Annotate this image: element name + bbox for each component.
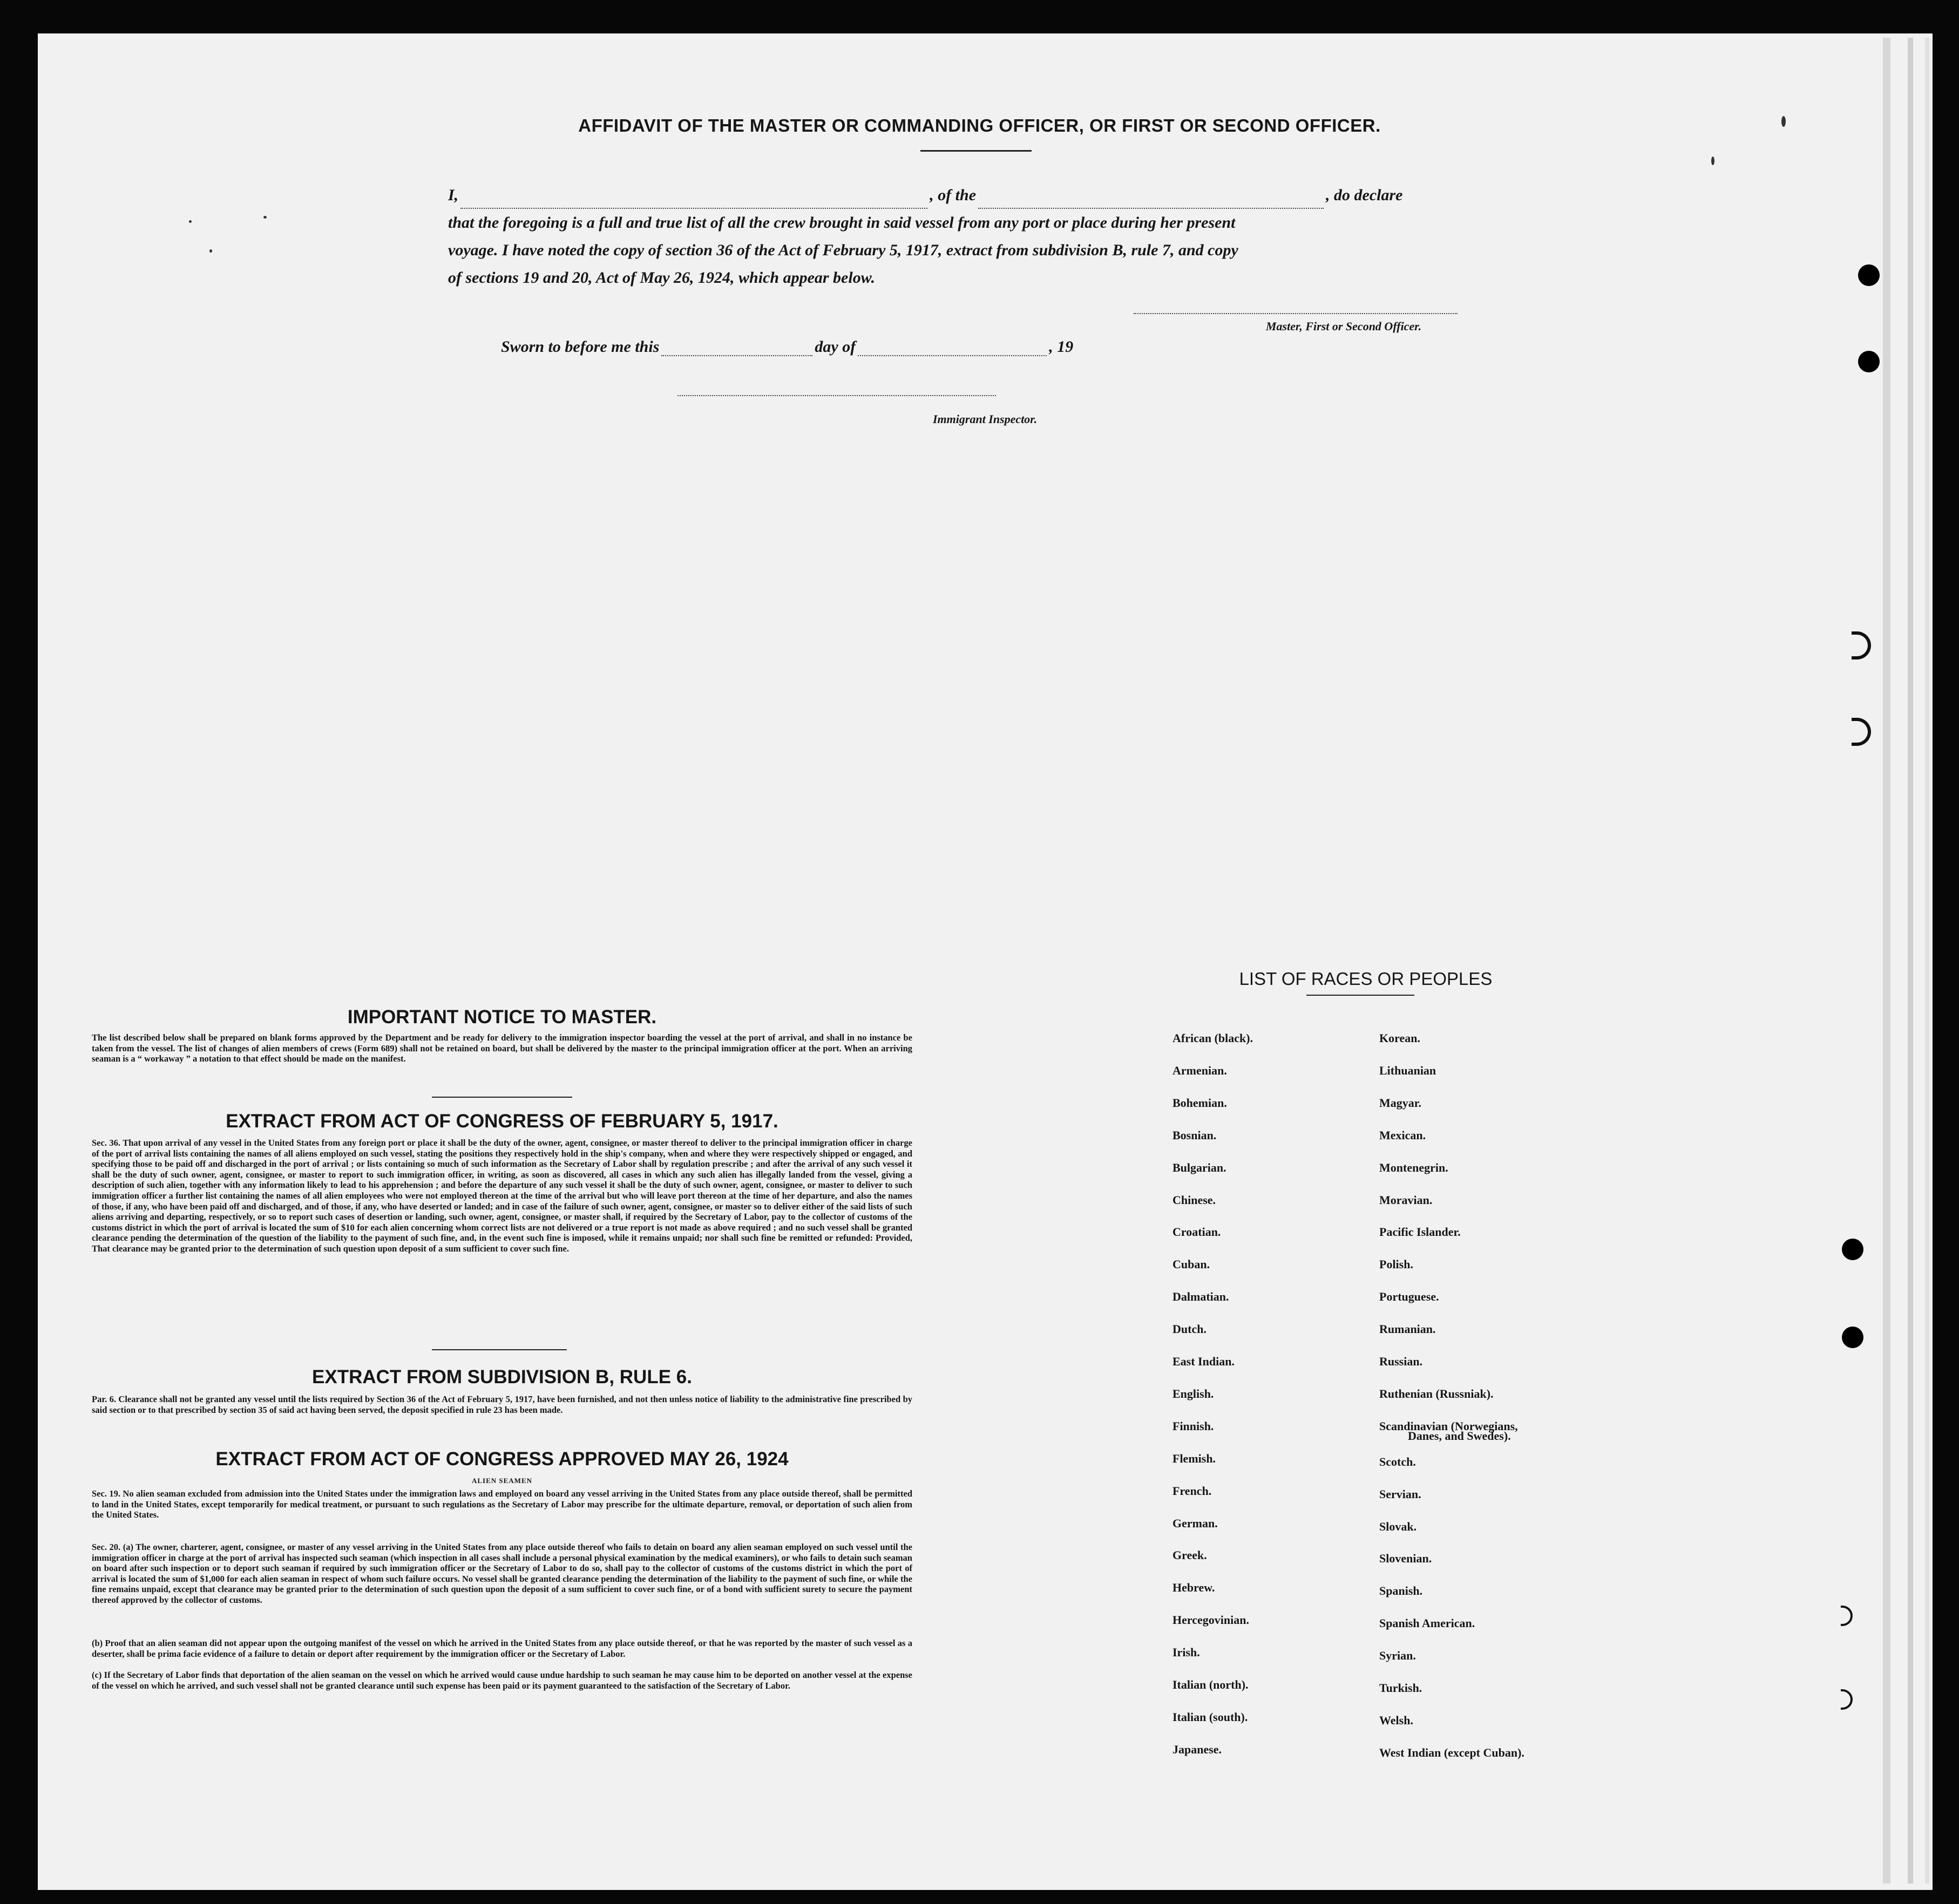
section-rule: [432, 1349, 567, 1350]
extract-1924-sec20c: (c) If the Secretary of Labor finds that deportation of the alien seaman on the vessel on which he arrived would cause undue hardship to such seaman he may cause him to be deported on another vessel at the expense of the vessel on which he arrived, and such vessel shall not be granted clearance until such expense has been paid or its payment guaranteed to the satisfaction of the Secretary of Labor.: [92, 1670, 912, 1691]
document-page: [38, 33, 1933, 1890]
race-item: Bulgarian.: [1172, 1160, 1226, 1174]
extract-1924-sec20b: (b) Proof that an alien seaman did not appear upon the outgoing manifest of the vessel on which he arrived in the United States from any place outside thereof, or that he was reported by the master of such vessel as a deserter, shall be prima facie evidence of a failure to detain or deport after requirement by the immigration officer or the Secretary of Labor.: [92, 1638, 912, 1659]
race-item: Spanish.: [1379, 1584, 1423, 1598]
notice-title: IMPORTANT NOTICE TO MASTER.: [347, 1007, 657, 1028]
extract-1917-title: EXTRACT FROM ACT OF CONGRESS OF FEBRUARY 5, 1917.: [226, 1111, 778, 1132]
race-item: Croatian.: [1172, 1225, 1221, 1239]
extract-1917-text: Sec. 36. That upon arrival of any vessel in the United States from any foreign port or place it shall be the duty of the owner, agent, consignee, or master thereof to deliver to the principal immigration officer in charge of the port of arrival lists containing the names of all aliens employed on such vessel, stating the positions they respectively hold in the ship's company, when and where they were respectively shipped or engaged, and specifying those to be paid off and discharged in the port of arrival ; or lists containing so much of such information as the Secretary of Labor shall by regulation prescribe ; and after the arrival of any such vessel it shall be the duty of such owner, agent, consignee, or master to report to such immigration officer, in writing, as soon as discovered, all cases in which any such alien has illegally landed from the vessel, giving a description of such alien, together with any information likely to lead to his apprehension ; and before the departure of any such vessel it shall be the duty of such owner, agent, consignee, or master to deliver to such immigration officer a further list containing the names of all alien employees who were not employed thereon at the time of the arrival but who will leave port thereon at the time of her departure, and also the names of those, if any, who have been paid off and discharged, and of those, if any, who have deserted or landed; and in case of the failure of such owner, agent, consignee, or master so to deliver either of the said lists of such aliens arriving and departing, respectively, or so to report such cases of desertion or landing, such owner, agent, consignee, or master shall, if required by the Secretary of Labor, pay to the collector of customs of the customs district in which the port of arrival is located the sum of $10 for each alien concerning whom correct lists are not delivered or a true report is not made as above required ; and no such vessel shall be granted clearance pending the determination of the question of the liability to the payment of such fine, and, in the event such fine is imposed, while it remains unpaid; nor shall such fine be remitted or refunded: Provided, That clearance may be granted prior to the determination of such question upon deposit of a sum sufficient to cover such fine.: [92, 1138, 912, 1254]
race-item: Hercegovinian.: [1172, 1613, 1249, 1627]
race-item: Greek.: [1172, 1548, 1207, 1562]
race-item: Polish.: [1379, 1257, 1413, 1271]
race-item: Slovenian.: [1379, 1552, 1432, 1566]
race-item: Flemish.: [1172, 1451, 1216, 1465]
inspector-signature-label: Immigrant Inspector.: [933, 412, 1038, 426]
scan-speck: [189, 220, 192, 223]
race-item: German.: [1172, 1516, 1218, 1530]
race-item: French.: [1172, 1484, 1212, 1498]
race-item: West Indian (except Cuban).: [1379, 1745, 1524, 1759]
master-signature-line[interactable]: [1134, 313, 1458, 314]
race-item: Russian.: [1379, 1355, 1423, 1368]
declarant-name-field[interactable]: [460, 193, 927, 209]
race-item: Servian.: [1379, 1487, 1421, 1501]
race-item: Armenian.: [1172, 1063, 1227, 1077]
race-item: Italian (south).: [1172, 1710, 1248, 1724]
alien-seamen-subtitle: ALIEN SEAMEN: [471, 1477, 533, 1485]
race-item: Korean.: [1379, 1031, 1420, 1045]
page-edge: [1883, 38, 1890, 1883]
extract-1924-sec20a: Sec. 20. (a) The owner, charterer, agent, consignee, or master of any vessel arriving in the United States from any place outside thereof who fails to detain on board any alien seaman employed on such vessel until the immigration officer in charge at the port of arrival has inspected such seaman (which inspection in all cases shall include a personal physical examination by the medical examiners), or who fails to detain such seaman on board after such inspection or to deport such seaman if required by such immigration officer or the Secretary of Labor to do so, shall pay to the collector of customs of the customs district in which the port of arrival is located the sum of $1,000 for each alien seaman in respect of whom such failure occurs. No vessel shall be granted clearance pending the determination of the liability to the payment of such fine, or while the fine remains unpaid, except that clearance may be granted prior to the determination of such question upon the deposit of a sum sufficient to cover such fine, or of a bond with sufficient surety to secure the payment thereof approved by the collector of customs.: [92, 1542, 912, 1605]
sworn-day-field[interactable]: [661, 340, 812, 356]
race-item: Cuban.: [1172, 1257, 1210, 1271]
sworn-month-field[interactable]: [858, 340, 1047, 356]
binder-hole-icon: [1858, 351, 1880, 372]
race-item: English.: [1172, 1386, 1214, 1400]
subdivision-b-text: Par. 6. Clearance shall not be granted any vessel until the lists required by Section 36 of the Act of February 5, 1917, have been furnished, and not then unless notice of liability to the administrative fine prescribed by said section or to that prescribed by section 35 of said act having been served, the deposit specified in rule 23 has been made.: [92, 1394, 912, 1415]
declaration-line-1: [448, 181, 1506, 209]
scan-speck: [1711, 157, 1714, 165]
race-item: Montenegrin.: [1379, 1160, 1448, 1174]
race-item: Turkish.: [1379, 1681, 1422, 1695]
sworn-day-label: day of: [815, 338, 856, 356]
binder-hole-icon: [1858, 264, 1880, 286]
declarant-of-label: , of the: [930, 186, 977, 204]
affidavit-title: AFFIDAVIT OF THE MASTER OR COMMANDING OFFICER, OR FIRST OR SECOND OFFICER.: [578, 115, 1381, 135]
race-item: Scotch.: [1379, 1454, 1416, 1468]
scan-speck: [209, 249, 212, 253]
race-item: Ruthenian (Russniak).: [1379, 1386, 1494, 1400]
race-item: Dutch.: [1172, 1322, 1206, 1336]
notice-text: The list described below shall be prepared on blank forms approved by the Department and be ready for delivery to the immigration inspector boarding the vessel at the port of arrival, and shall in no instance be taken from the vessel. The list of changes of alien members of crews (Form 689) shall not be retained on board, but shall be delivered by the master to the principal immigration officer at the port. When an arriving seaman is a “ workaway ” a notation to that effect should be made on the manifest.: [92, 1032, 912, 1064]
race-item: Mexican.: [1379, 1128, 1426, 1142]
sworn-line: [501, 338, 1073, 356]
race-item: Syrian.: [1379, 1649, 1416, 1663]
race-item: African (black).: [1172, 1031, 1253, 1045]
race-item: Irish.: [1172, 1645, 1200, 1660]
race-item: Portuguese.: [1379, 1290, 1439, 1304]
binder-hole-icon: [1842, 1327, 1863, 1348]
races-title: LIST OF RACES OR PEOPLES: [1239, 969, 1493, 989]
subdivision-b-title: EXTRACT FROM SUBDIVISION B, RULE 6.: [312, 1366, 692, 1388]
declarant-prefix: I,: [448, 186, 459, 204]
race-item: Slovak.: [1379, 1519, 1417, 1533]
inspector-signature-line[interactable]: [677, 395, 996, 396]
race-item: Finnish.: [1172, 1419, 1214, 1433]
races-rule: [1306, 995, 1414, 996]
master-signature-label: Master, First or Second Officer.: [1266, 319, 1422, 333]
vessel-name-field[interactable]: [978, 193, 1324, 209]
race-item: Hebrew.: [1172, 1581, 1215, 1595]
sworn-prefix: Sworn to before me this: [501, 338, 660, 356]
declaration-line-3: voyage. I have noted the copy of section 36 of the Act of February 5, 1917, extract from subdivision B, rule 7, and copy: [448, 241, 1238, 259]
race-item: Magyar.: [1379, 1096, 1422, 1110]
race-item: Italian (north).: [1172, 1678, 1249, 1691]
extract-1924-title: EXTRACT FROM ACT OF CONGRESS APPROVED MAY 26, 1924: [215, 1449, 789, 1470]
race-item: Chinese.: [1172, 1193, 1216, 1207]
declaration-line-4: of sections 19 and 20, Act of May 26, 1924, which appear below.: [448, 269, 876, 287]
binder-hole-icon: [1842, 1239, 1863, 1260]
section-rule: [432, 1097, 572, 1098]
race-item: Bohemian.: [1172, 1096, 1227, 1110]
affidavit-declaration: [448, 181, 1506, 291]
race-item: Japanese.: [1172, 1742, 1222, 1756]
race-item: Welsh.: [1379, 1713, 1413, 1727]
race-item: Lithuanian: [1379, 1063, 1436, 1077]
page-edge: [1925, 38, 1929, 1883]
race-item: East Indian.: [1172, 1355, 1235, 1368]
race-item: Bosnian.: [1172, 1128, 1217, 1142]
declaration-line-2: that the foregoing is a full and true list of all the crew brought in said vessel from any port or place during her present: [448, 214, 1236, 232]
race-item: Scandinavian (Norwegians,: [1379, 1419, 1518, 1433]
title-rule: [920, 150, 1032, 152]
sworn-year-label: , 19: [1049, 338, 1074, 356]
page-edge: [1908, 38, 1913, 1883]
race-item: Spanish American.: [1379, 1616, 1475, 1630]
race-item: Moravian.: [1379, 1193, 1433, 1207]
extract-1924-sec19: Sec. 19. No alien seaman excluded from admission into the United States under the immigration laws and employed on board any vessel arriving in the United States from any place outside thereof, shall be permitted to land in the United States, except temporarily for medical treatment, or pursuant to such regulations as the Secretary of Labor may prescribe for the ultimate departure, removal, or deportation of such alien from the United States.: [92, 1488, 912, 1520]
declare-label: , do declare: [1326, 186, 1403, 204]
race-item: Pacific Islander.: [1379, 1225, 1461, 1239]
race-item: Dalmatian.: [1172, 1290, 1229, 1304]
race-scandinavian-continued: Danes, and Swedes).: [1408, 1429, 1511, 1443]
scan-speck: [263, 216, 267, 219]
race-item: Rumanian.: [1379, 1322, 1436, 1336]
